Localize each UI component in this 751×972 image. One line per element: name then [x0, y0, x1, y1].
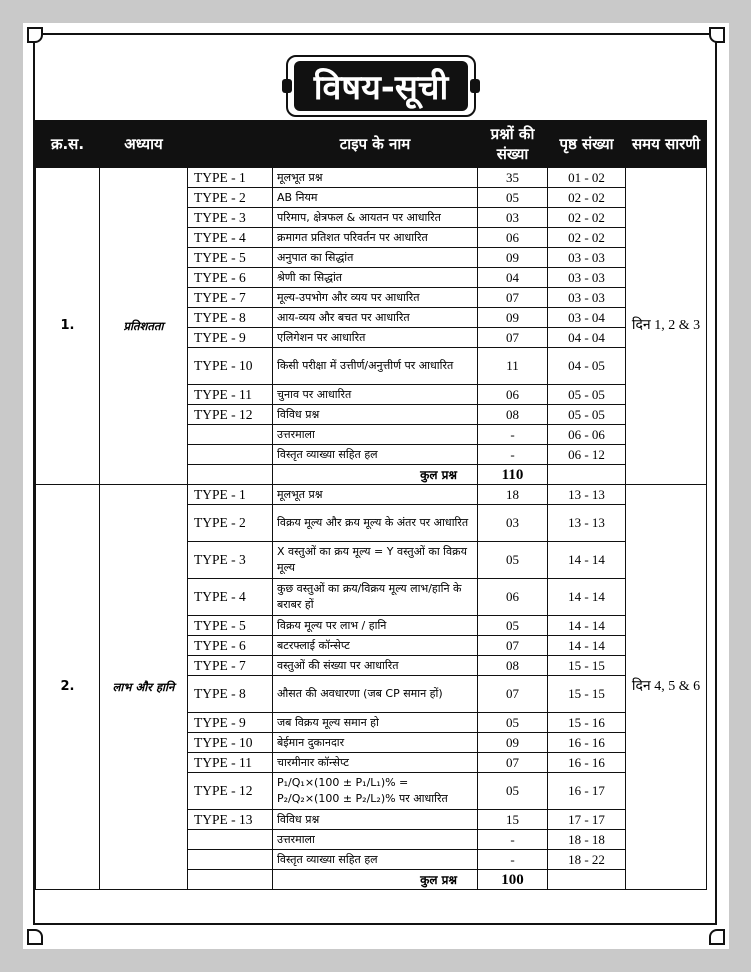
type-label: TYPE - 6 — [188, 268, 273, 288]
question-count: 09 — [478, 733, 548, 753]
page-range: 02 - 02 — [548, 208, 626, 228]
type-name: विक्रय मूल्य पर लाभ / हानि — [273, 616, 478, 636]
contents-table — [35, 120, 707, 890]
question-count: 35 — [478, 168, 548, 188]
header-type-blank — [188, 121, 273, 168]
type-label: TYPE - 11 — [188, 385, 273, 405]
header-pages: पृष्ठ संख्या — [548, 121, 626, 168]
page-range: 02 - 02 — [548, 228, 626, 248]
page-range: 01 - 02 — [548, 168, 626, 188]
type-label — [188, 830, 273, 850]
question-count: 06 — [478, 385, 548, 405]
question-count: 04 — [478, 268, 548, 288]
question-count: 08 — [478, 405, 548, 425]
type-name: औसत की अवधारणा (जब CP समान हों) — [273, 676, 478, 713]
total-blank — [548, 870, 626, 890]
header-row — [36, 121, 707, 168]
section-number: 2. — [36, 485, 100, 890]
type-name: जब विक्रय मूल्य समान हो — [273, 713, 478, 733]
page-range: 15 - 15 — [548, 656, 626, 676]
type-name: चुनाव पर आधारित — [273, 385, 478, 405]
title-ornament — [282, 79, 292, 93]
border-corner — [27, 929, 43, 945]
question-count: 05 — [478, 188, 548, 208]
type-label: TYPE - 10 — [188, 348, 273, 385]
header-schedule: समय सारणी — [626, 121, 707, 168]
type-name: कुछ वस्तुओं का क्रय/विक्रय मूल्य लाभ/हानि के बराबर हों — [273, 579, 478, 616]
page-title: विषय-सूची — [294, 61, 468, 111]
type-label: TYPE - 1 — [188, 485, 273, 505]
type-name: चारमीनार कॉन्सेप्ट — [273, 753, 478, 773]
question-count: 08 — [478, 656, 548, 676]
total-label: कुल प्रश्न — [273, 465, 478, 485]
title-ornament — [470, 79, 480, 93]
type-label — [188, 850, 273, 870]
page-range: 18 - 22 — [548, 850, 626, 870]
page-range: 02 - 02 — [548, 188, 626, 208]
type-name: विविध प्रश्न — [273, 405, 478, 425]
question-count: 18 — [478, 485, 548, 505]
type-name: मूल्य-उपभोग और व्यय पर आधारित — [273, 288, 478, 308]
question-count: - — [478, 445, 548, 465]
type-name: क्रमागत प्रतिशत परिवर्तन पर आधारित — [273, 228, 478, 248]
type-label: TYPE - 6 — [188, 636, 273, 656]
type-name: वस्तुओं की संख्या पर आधारित — [273, 656, 478, 676]
question-count: 05 — [478, 773, 548, 810]
title-banner — [286, 55, 476, 117]
question-count: - — [478, 850, 548, 870]
page-range: 13 - 13 — [548, 505, 626, 542]
question-count: 06 — [478, 579, 548, 616]
page-range: 17 - 17 — [548, 810, 626, 830]
type-name: आय-व्यय और बचत पर आधारित — [273, 308, 478, 328]
total-blank — [188, 465, 273, 485]
type-label: TYPE - 5 — [188, 616, 273, 636]
type-label: TYPE - 9 — [188, 713, 273, 733]
total-blank — [548, 465, 626, 485]
question-count: - — [478, 425, 548, 445]
type-label: TYPE - 7 — [188, 288, 273, 308]
table-row — [36, 485, 707, 505]
type-name: बेईमान दुकानदार — [273, 733, 478, 753]
section-number: 1. — [36, 168, 100, 485]
type-name: विस्तृत व्याख्या सहित हल — [273, 445, 478, 465]
type-name: परिमाप, क्षेत्रफल & आयतन पर आधारित — [273, 208, 478, 228]
page-range: 05 - 05 — [548, 405, 626, 425]
type-label: TYPE - 7 — [188, 656, 273, 676]
schedule: दिन 4, 5 & 6 — [626, 485, 707, 890]
question-count: 15 — [478, 810, 548, 830]
type-label: TYPE - 11 — [188, 753, 273, 773]
header-chapter: अध्याय — [100, 121, 188, 168]
page-range: 18 - 18 — [548, 830, 626, 850]
type-name: X वस्तुओं का क्रय मूल्य = Y वस्तुओं का विक्रय मूल्य — [273, 542, 478, 579]
header-type-name: टाइप के नाम — [273, 121, 478, 168]
page-range: 04 - 04 — [548, 328, 626, 348]
type-name: विस्तृत व्याख्या सहित हल — [273, 850, 478, 870]
question-count: 09 — [478, 248, 548, 268]
page-range: 14 - 14 — [548, 542, 626, 579]
type-label: TYPE - 2 — [188, 188, 273, 208]
question-count: 07 — [478, 288, 548, 308]
type-label — [188, 445, 273, 465]
schedule: दिन 1, 2 & 3 — [626, 168, 707, 485]
type-label: TYPE - 2 — [188, 505, 273, 542]
type-label: TYPE - 12 — [188, 405, 273, 425]
question-count: 03 — [478, 208, 548, 228]
type-label — [188, 425, 273, 445]
total-count: 110 — [478, 465, 548, 485]
type-name: अनुपात का सिद्धांत — [273, 248, 478, 268]
border-corner — [27, 27, 43, 43]
type-label: TYPE - 1 — [188, 168, 273, 188]
page-range: 13 - 13 — [548, 485, 626, 505]
page-range: 16 - 17 — [548, 773, 626, 810]
type-name: विक्रय मूल्य और क्रय मूल्य के अंतर पर आधारित — [273, 505, 478, 542]
chapter-name: प्रतिशतता — [100, 168, 188, 485]
page-range: 14 - 14 — [548, 636, 626, 656]
page-range: 04 - 05 — [548, 348, 626, 385]
type-label: TYPE - 5 — [188, 248, 273, 268]
page-range: 03 - 03 — [548, 288, 626, 308]
table-row — [36, 168, 707, 188]
type-label: TYPE - 10 — [188, 733, 273, 753]
type-label: TYPE - 8 — [188, 308, 273, 328]
type-label: TYPE - 4 — [188, 579, 273, 616]
type-name: एलिगेशन पर आधारित — [273, 328, 478, 348]
type-label: TYPE - 3 — [188, 542, 273, 579]
type-label: TYPE - 3 — [188, 208, 273, 228]
question-count: 03 — [478, 505, 548, 542]
type-label: TYPE - 13 — [188, 810, 273, 830]
type-label: TYPE - 8 — [188, 676, 273, 713]
question-count: 06 — [478, 228, 548, 248]
page-range: 15 - 16 — [548, 713, 626, 733]
type-label: TYPE - 9 — [188, 328, 273, 348]
page-range: 03 - 03 — [548, 248, 626, 268]
chapter-name: लाभ और हानि — [100, 485, 188, 890]
header-questions: प्रश्नों की संख्या — [478, 121, 548, 168]
type-name: विविध प्रश्न — [273, 810, 478, 830]
page-range: 03 - 03 — [548, 268, 626, 288]
type-label: TYPE - 4 — [188, 228, 273, 248]
total-blank — [188, 870, 273, 890]
question-count: 07 — [478, 636, 548, 656]
type-name: किसी परीक्षा में उत्तीर्ण/अनुत्तीर्ण पर आधारित — [273, 348, 478, 385]
question-count: 05 — [478, 616, 548, 636]
question-count: 07 — [478, 676, 548, 713]
type-name: बटरफ्लाई कॉन्सेप्ट — [273, 636, 478, 656]
type-name: उत्तरमाला — [273, 425, 478, 445]
question-count: 07 — [478, 753, 548, 773]
type-label: TYPE - 12 — [188, 773, 273, 810]
question-count: - — [478, 830, 548, 850]
total-label: कुल प्रश्न — [273, 870, 478, 890]
page-range: 14 - 14 — [548, 579, 626, 616]
page-range: 16 - 16 — [548, 753, 626, 773]
page-range: 16 - 16 — [548, 733, 626, 753]
border-corner — [709, 27, 725, 43]
question-count: 09 — [478, 308, 548, 328]
type-name: श्रेणी का सिद्धांत — [273, 268, 478, 288]
question-count: 05 — [478, 713, 548, 733]
question-count: 11 — [478, 348, 548, 385]
contents-body — [36, 168, 707, 890]
page-range: 15 - 15 — [548, 676, 626, 713]
question-count: 05 — [478, 542, 548, 579]
type-name: मूलभूत प्रश्न — [273, 168, 478, 188]
page-range: 06 - 06 — [548, 425, 626, 445]
header-sno: क्र.स. — [36, 121, 100, 168]
page-range: 03 - 04 — [548, 308, 626, 328]
type-name: P₁/Q₁×(100 ± P₁/L₁)% = P₂/Q₂×(100 ± P₂/L₂)% पर आधारित — [273, 773, 478, 810]
total-count: 100 — [478, 870, 548, 890]
question-count: 07 — [478, 328, 548, 348]
type-name: उत्तरमाला — [273, 830, 478, 850]
page-range: 05 - 05 — [548, 385, 626, 405]
type-name: AB नियम — [273, 188, 478, 208]
page-range: 06 - 12 — [548, 445, 626, 465]
page-range: 14 - 14 — [548, 616, 626, 636]
type-name: मूलभूत प्रश्न — [273, 485, 478, 505]
border-corner — [709, 929, 725, 945]
